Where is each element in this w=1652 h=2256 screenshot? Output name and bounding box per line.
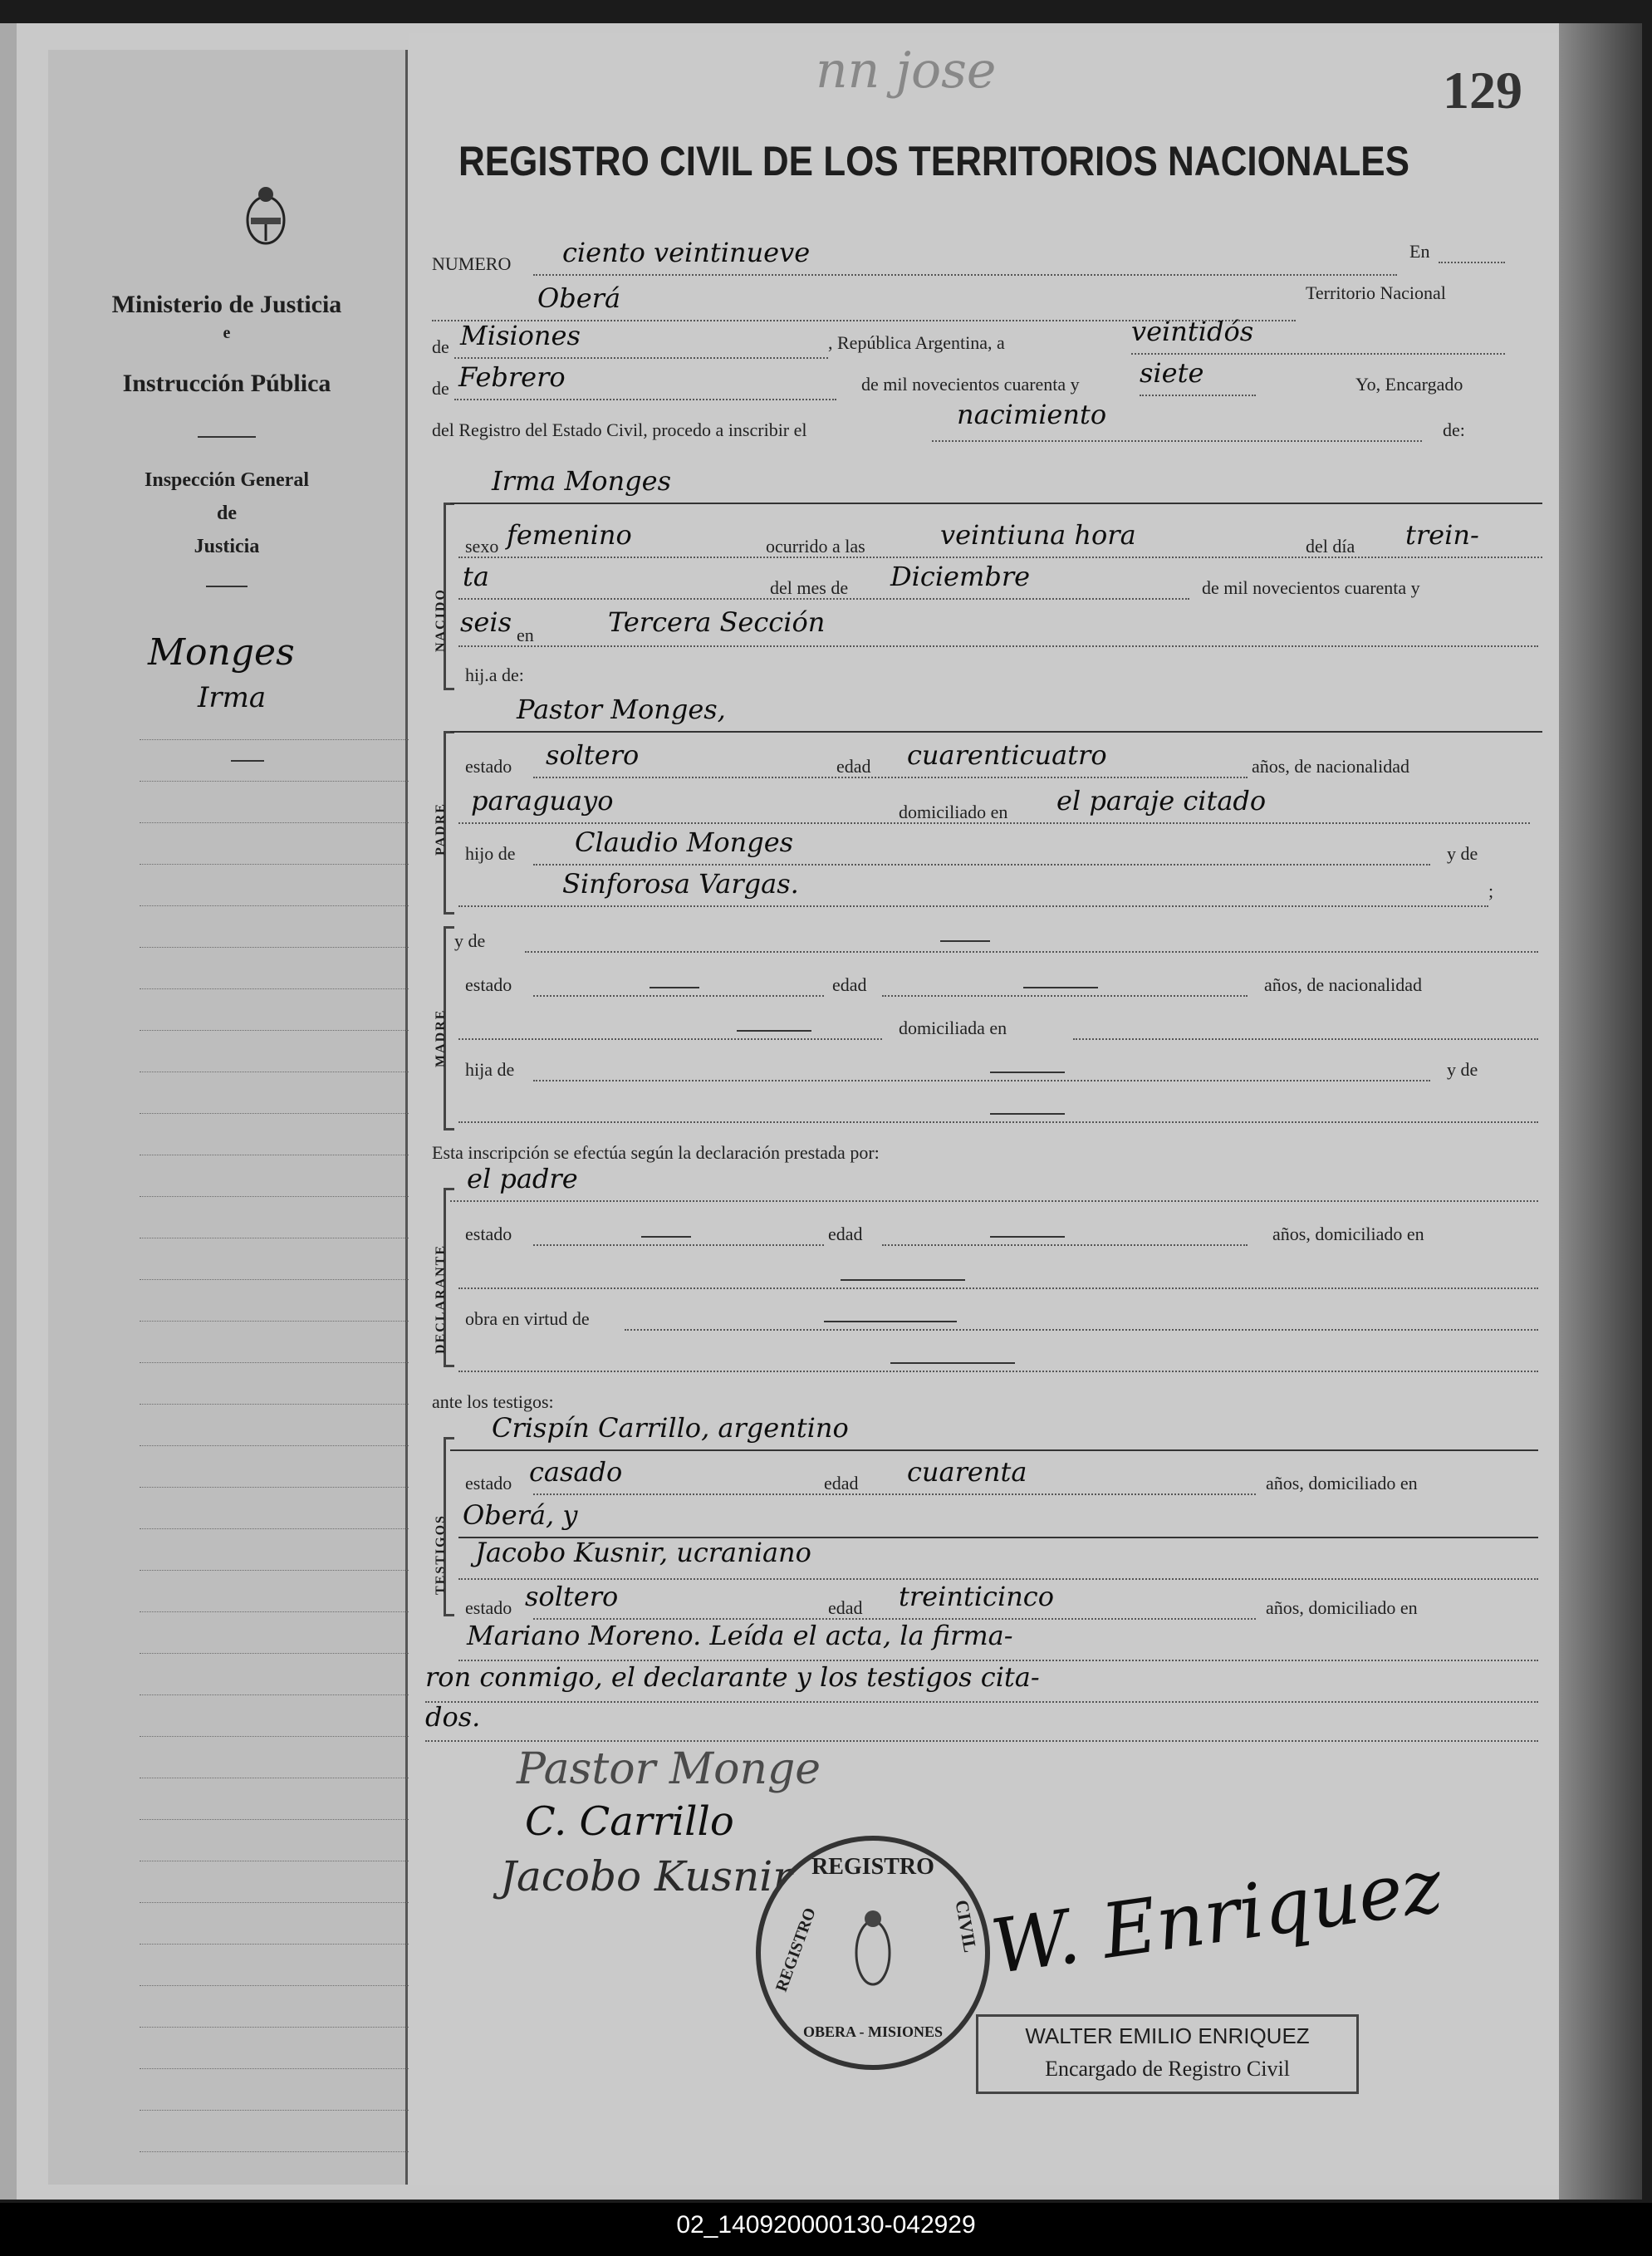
sidebar-column xyxy=(48,50,408,2185)
testigo1-estado-value: casado xyxy=(529,1456,623,1488)
padre-madre-value: Sinforosa Vargas. xyxy=(562,868,799,900)
padre-section-label: PADRE xyxy=(434,802,448,856)
padre-estado-label: estado xyxy=(465,756,512,777)
coat-of-arms-icon xyxy=(241,183,291,249)
page-title: REGISTRO CIVIL DE LOS TERRITORIOS NACIONALES xyxy=(458,138,1409,184)
en-label: en xyxy=(517,625,534,645)
madre-anos-label: años, de nacionalidad xyxy=(1264,974,1422,995)
year-label: de mil novecientos cuarenta y xyxy=(861,374,1080,395)
madre-y-de-label: y de xyxy=(454,930,486,951)
margin-note-name: Irma xyxy=(198,681,267,714)
padre-name-value: Pastor Monges, xyxy=(517,694,726,725)
declarante-anos-label: años, domiciliado en xyxy=(1272,1224,1424,1244)
declarante-obra-label: obra en virtud de xyxy=(465,1308,590,1329)
ministry-line3: Instrucción Pública xyxy=(122,370,331,397)
sexo-value: femenino xyxy=(507,519,632,551)
territorio-label: Territorio Nacional xyxy=(1306,282,1446,303)
testigo1-edad-label: edad xyxy=(824,1473,859,1493)
nacido-section-label: NACIDO xyxy=(434,588,448,652)
testigos-section-label: TESTIGOS xyxy=(434,1514,448,1595)
registro-civil-seal xyxy=(756,1836,990,2070)
sexo-label: sexo xyxy=(465,536,499,557)
registro-label: del Registro del Estado Civil, procedo a inscribir el xyxy=(432,419,807,440)
testigos-label: ante los testigos: xyxy=(432,1391,554,1412)
ocurrido-label: ocurrido a las xyxy=(766,536,865,557)
seal-emblem-icon xyxy=(848,1907,898,1990)
signature-carrillo: C. Carrillo xyxy=(525,1798,734,1845)
inscripcion-label: Esta inscripción se efectúa según la declaración prestada por: xyxy=(432,1142,880,1163)
hija-de-label: hij.a de: xyxy=(465,665,524,685)
padre-y-de-label: y de xyxy=(1447,843,1478,864)
divider xyxy=(206,586,248,587)
officer-name: WALTER EMILIO ENRIQUEZ xyxy=(1025,2023,1310,2048)
seal-right-text: CIVIL xyxy=(951,1898,982,1954)
divider xyxy=(198,436,256,438)
dia-value: trein- xyxy=(1405,519,1479,551)
testigo2-estado-value: soltero xyxy=(525,1581,619,1612)
de-label: de xyxy=(432,378,449,399)
padre-edad-value: cuarenticuatro xyxy=(907,739,1107,771)
semicolon: ; xyxy=(1488,880,1494,901)
madre-edad-label: edad xyxy=(832,974,867,995)
testigo1-estado-label: estado xyxy=(465,1473,512,1493)
declarante-estado-label: estado xyxy=(465,1224,512,1244)
padre-hijo-de-label: hijo de xyxy=(465,843,516,864)
madre-section-label: MADRE xyxy=(434,1008,448,1067)
testigo2-domicilio-value: Mariano Moreno. Leída el acta, la firma- xyxy=(467,1620,1013,1651)
padre-estado-value: soltero xyxy=(546,739,640,771)
officer-title: Encargado de Registro Civil xyxy=(1045,2057,1290,2081)
republica-label: , República Argentina, a xyxy=(828,332,1005,353)
padre-edad-label: edad xyxy=(836,756,871,777)
padre-nacionalidad-value: paraguayo xyxy=(471,785,614,817)
dia-value-continued: ta xyxy=(463,561,489,592)
yo-label: Yo, Encargado xyxy=(1355,374,1463,395)
hora-value: veintiuna hora xyxy=(940,519,1136,551)
inspection-line1: Inspección General xyxy=(145,469,309,491)
book-edge-right xyxy=(1559,23,1642,2200)
margin-note-surname: Monges xyxy=(148,631,295,674)
testigo1-value: Crispín Carrillo, argentino xyxy=(492,1412,849,1444)
padre-anos-label: años, de nacionalidad xyxy=(1252,756,1409,777)
testigo2-value: Jacobo Kusnir, ucraniano xyxy=(475,1537,811,1568)
de-colon-label: de: xyxy=(1443,419,1465,440)
anio-value: seis xyxy=(460,606,512,638)
padre-domiciliado-label: domiciliado en xyxy=(899,802,1008,822)
padre-padre-value: Claudio Monges xyxy=(575,826,794,858)
madre-domiciliada-label: domiciliada en xyxy=(899,1018,1007,1038)
seal-top-text: REGISTRO xyxy=(811,1854,934,1880)
signature-enriquez: W. Enriquez xyxy=(986,1842,1448,1992)
officer-stamp xyxy=(976,2014,1359,2094)
closing-line2: dos. xyxy=(425,1701,481,1733)
en-label: En xyxy=(1409,241,1430,262)
footer-image-id: 02_140920000130-042929 xyxy=(676,2211,976,2239)
del-dia-label: del día xyxy=(1306,536,1355,557)
header-scribble: nn jose xyxy=(816,42,997,100)
padre-domicilio-value: el paraje citado xyxy=(1056,785,1267,817)
mil-label: de mil novecientos cuarenta y xyxy=(1202,577,1420,598)
madre-y-de-label: y de xyxy=(1447,1059,1478,1080)
declarante-edad-label: edad xyxy=(828,1224,863,1244)
testigo1-domicilio-value: Oberá, y xyxy=(463,1499,578,1531)
madre-estado-label: estado xyxy=(465,974,512,995)
day-value: veintidós xyxy=(1131,316,1254,347)
testigo2-edad-value: treinticinco xyxy=(899,1581,1054,1612)
year-value: siete xyxy=(1140,357,1204,389)
closing-line1: ron conmigo, el declarante y los testigos cita- xyxy=(425,1661,1040,1693)
numero-value: ciento veintinueve xyxy=(562,237,811,268)
act-value: nacimiento xyxy=(957,399,1107,430)
name-value: Irma Monges xyxy=(492,465,672,497)
del-mes-label: del mes de xyxy=(770,577,849,598)
declarante-value: el padre xyxy=(467,1163,578,1194)
folio-number: 129 xyxy=(1443,61,1522,120)
declarante-section-label: DECLARANTE xyxy=(434,1243,448,1354)
numero-label: NUMERO xyxy=(432,253,512,274)
inspection-line3: Justicia xyxy=(194,536,260,557)
territory-value: Misiones xyxy=(460,320,581,351)
de-label: de xyxy=(432,336,449,357)
testigo1-anos-label: años, domiciliado en xyxy=(1266,1473,1418,1493)
inspection-line2: de xyxy=(217,503,237,524)
testigo2-estado-label: estado xyxy=(465,1597,512,1618)
ministry-line1: Ministerio de Justicia xyxy=(111,291,342,318)
testigo1-edad-value: cuarenta xyxy=(907,1456,1027,1488)
place-value: Oberá xyxy=(537,282,621,314)
divider xyxy=(231,760,264,762)
testigo2-edad-label: edad xyxy=(828,1597,863,1618)
signature-kusnir: Jacobo Kusnir xyxy=(500,1852,793,1900)
madre-hija-de-label: hija de xyxy=(465,1059,515,1080)
seal-bottom-text: OBERA - MISIONES xyxy=(802,2023,944,2040)
mes-value: Diciembre xyxy=(890,561,1031,592)
lugar-value: Tercera Sección xyxy=(608,606,826,638)
signature-pastor-monges: Pastor Monge xyxy=(517,1744,821,1794)
ministry-line2: e xyxy=(223,324,231,342)
month-value: Febrero xyxy=(458,361,566,393)
seal-left-text: REGISTRO xyxy=(772,1905,820,1994)
testigo2-anos-label: años, domiciliado en xyxy=(1266,1597,1418,1618)
